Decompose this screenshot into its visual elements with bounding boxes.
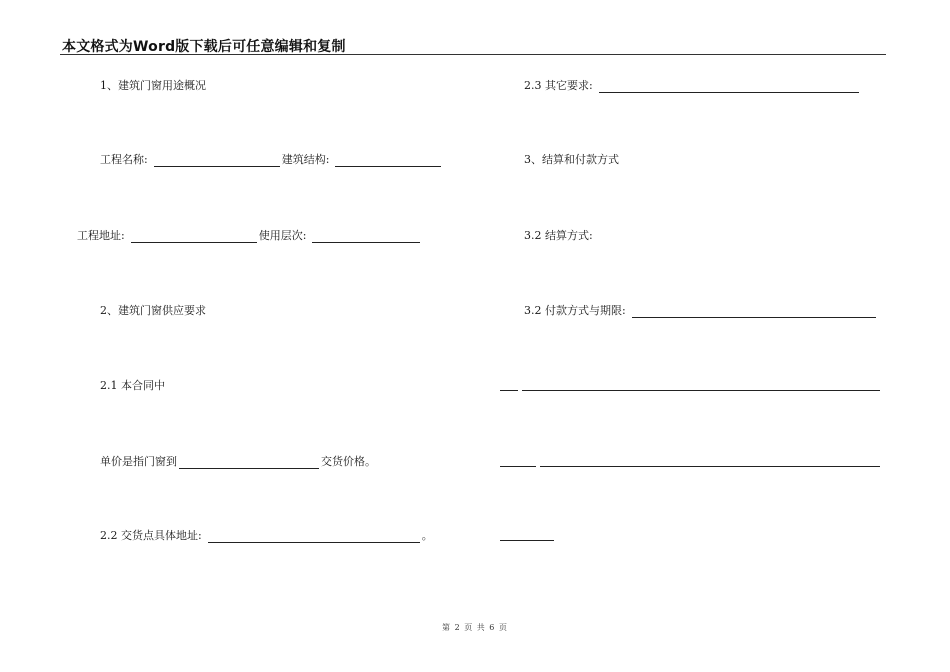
page-number: 第 2 页 共 6 页 bbox=[442, 623, 508, 632]
unit-price-suffix: 交货价格。 bbox=[321, 455, 376, 468]
blank-line-2b[interactable] bbox=[540, 455, 880, 467]
address-row bbox=[77, 229, 422, 243]
item-2-1-text: 2.1 本合同中 bbox=[100, 379, 165, 392]
blank-line-row-1 bbox=[500, 379, 882, 391]
item-3-2a-row bbox=[524, 229, 593, 243]
item-2-2-label: 2.2 交货点具体地址: bbox=[100, 529, 202, 542]
item-3-2b-row bbox=[524, 304, 878, 318]
floors-label: 使用层次: bbox=[258, 229, 307, 242]
blank-line-row-2 bbox=[500, 455, 882, 467]
project-name-row bbox=[100, 153, 443, 167]
structure-label: 建筑结构: bbox=[281, 153, 330, 166]
delivery-address-blank[interactable] bbox=[208, 531, 420, 543]
project-name-blank[interactable] bbox=[154, 155, 280, 167]
section-2-title-text: 2、建筑门窗供应要求 bbox=[100, 304, 206, 317]
project-name-label: 工程名称: bbox=[100, 153, 148, 166]
item-2-2-row bbox=[100, 529, 433, 543]
blank-line-1b[interactable] bbox=[522, 379, 880, 391]
section-1-title bbox=[100, 79, 206, 93]
section-1-title-text: 1、建筑门窗用途概况 bbox=[100, 79, 206, 92]
section-2-title bbox=[100, 304, 206, 318]
floors-blank[interactable] bbox=[312, 231, 420, 243]
blank-line-2a[interactable] bbox=[500, 455, 536, 467]
blank-line-3[interactable] bbox=[500, 529, 554, 541]
item-2-2-end: 。 bbox=[421, 529, 433, 542]
item-2-1-row bbox=[100, 379, 165, 393]
structure-blank[interactable] bbox=[335, 155, 441, 167]
section-3-title bbox=[524, 153, 619, 167]
unit-price-prefix: 单价是指门窗到 bbox=[100, 455, 177, 468]
item-2-3-label: 2.3 其它要求: bbox=[524, 79, 593, 92]
header-rule bbox=[60, 54, 886, 55]
unit-price-row bbox=[100, 455, 376, 469]
address-blank[interactable] bbox=[131, 231, 257, 243]
blank-line-row-3 bbox=[500, 529, 554, 541]
section-3-title-text: 3、结算和付款方式 bbox=[524, 153, 619, 166]
blank-line-1a[interactable] bbox=[500, 379, 518, 391]
page-header-title: 本文格式为Word版下载后可任意编辑和复制 bbox=[62, 39, 346, 55]
address-label: 工程地址: bbox=[77, 229, 125, 242]
item-3-2a-label: 3.2 结算方式: bbox=[524, 229, 593, 242]
item-3-2b-label: 3.2 付款方式与期限: bbox=[524, 304, 626, 317]
item-2-3-row bbox=[524, 79, 861, 93]
other-requirements-blank[interactable] bbox=[599, 81, 859, 93]
payment-terms-blank[interactable] bbox=[632, 306, 876, 318]
unit-price-blank[interactable] bbox=[179, 457, 319, 469]
